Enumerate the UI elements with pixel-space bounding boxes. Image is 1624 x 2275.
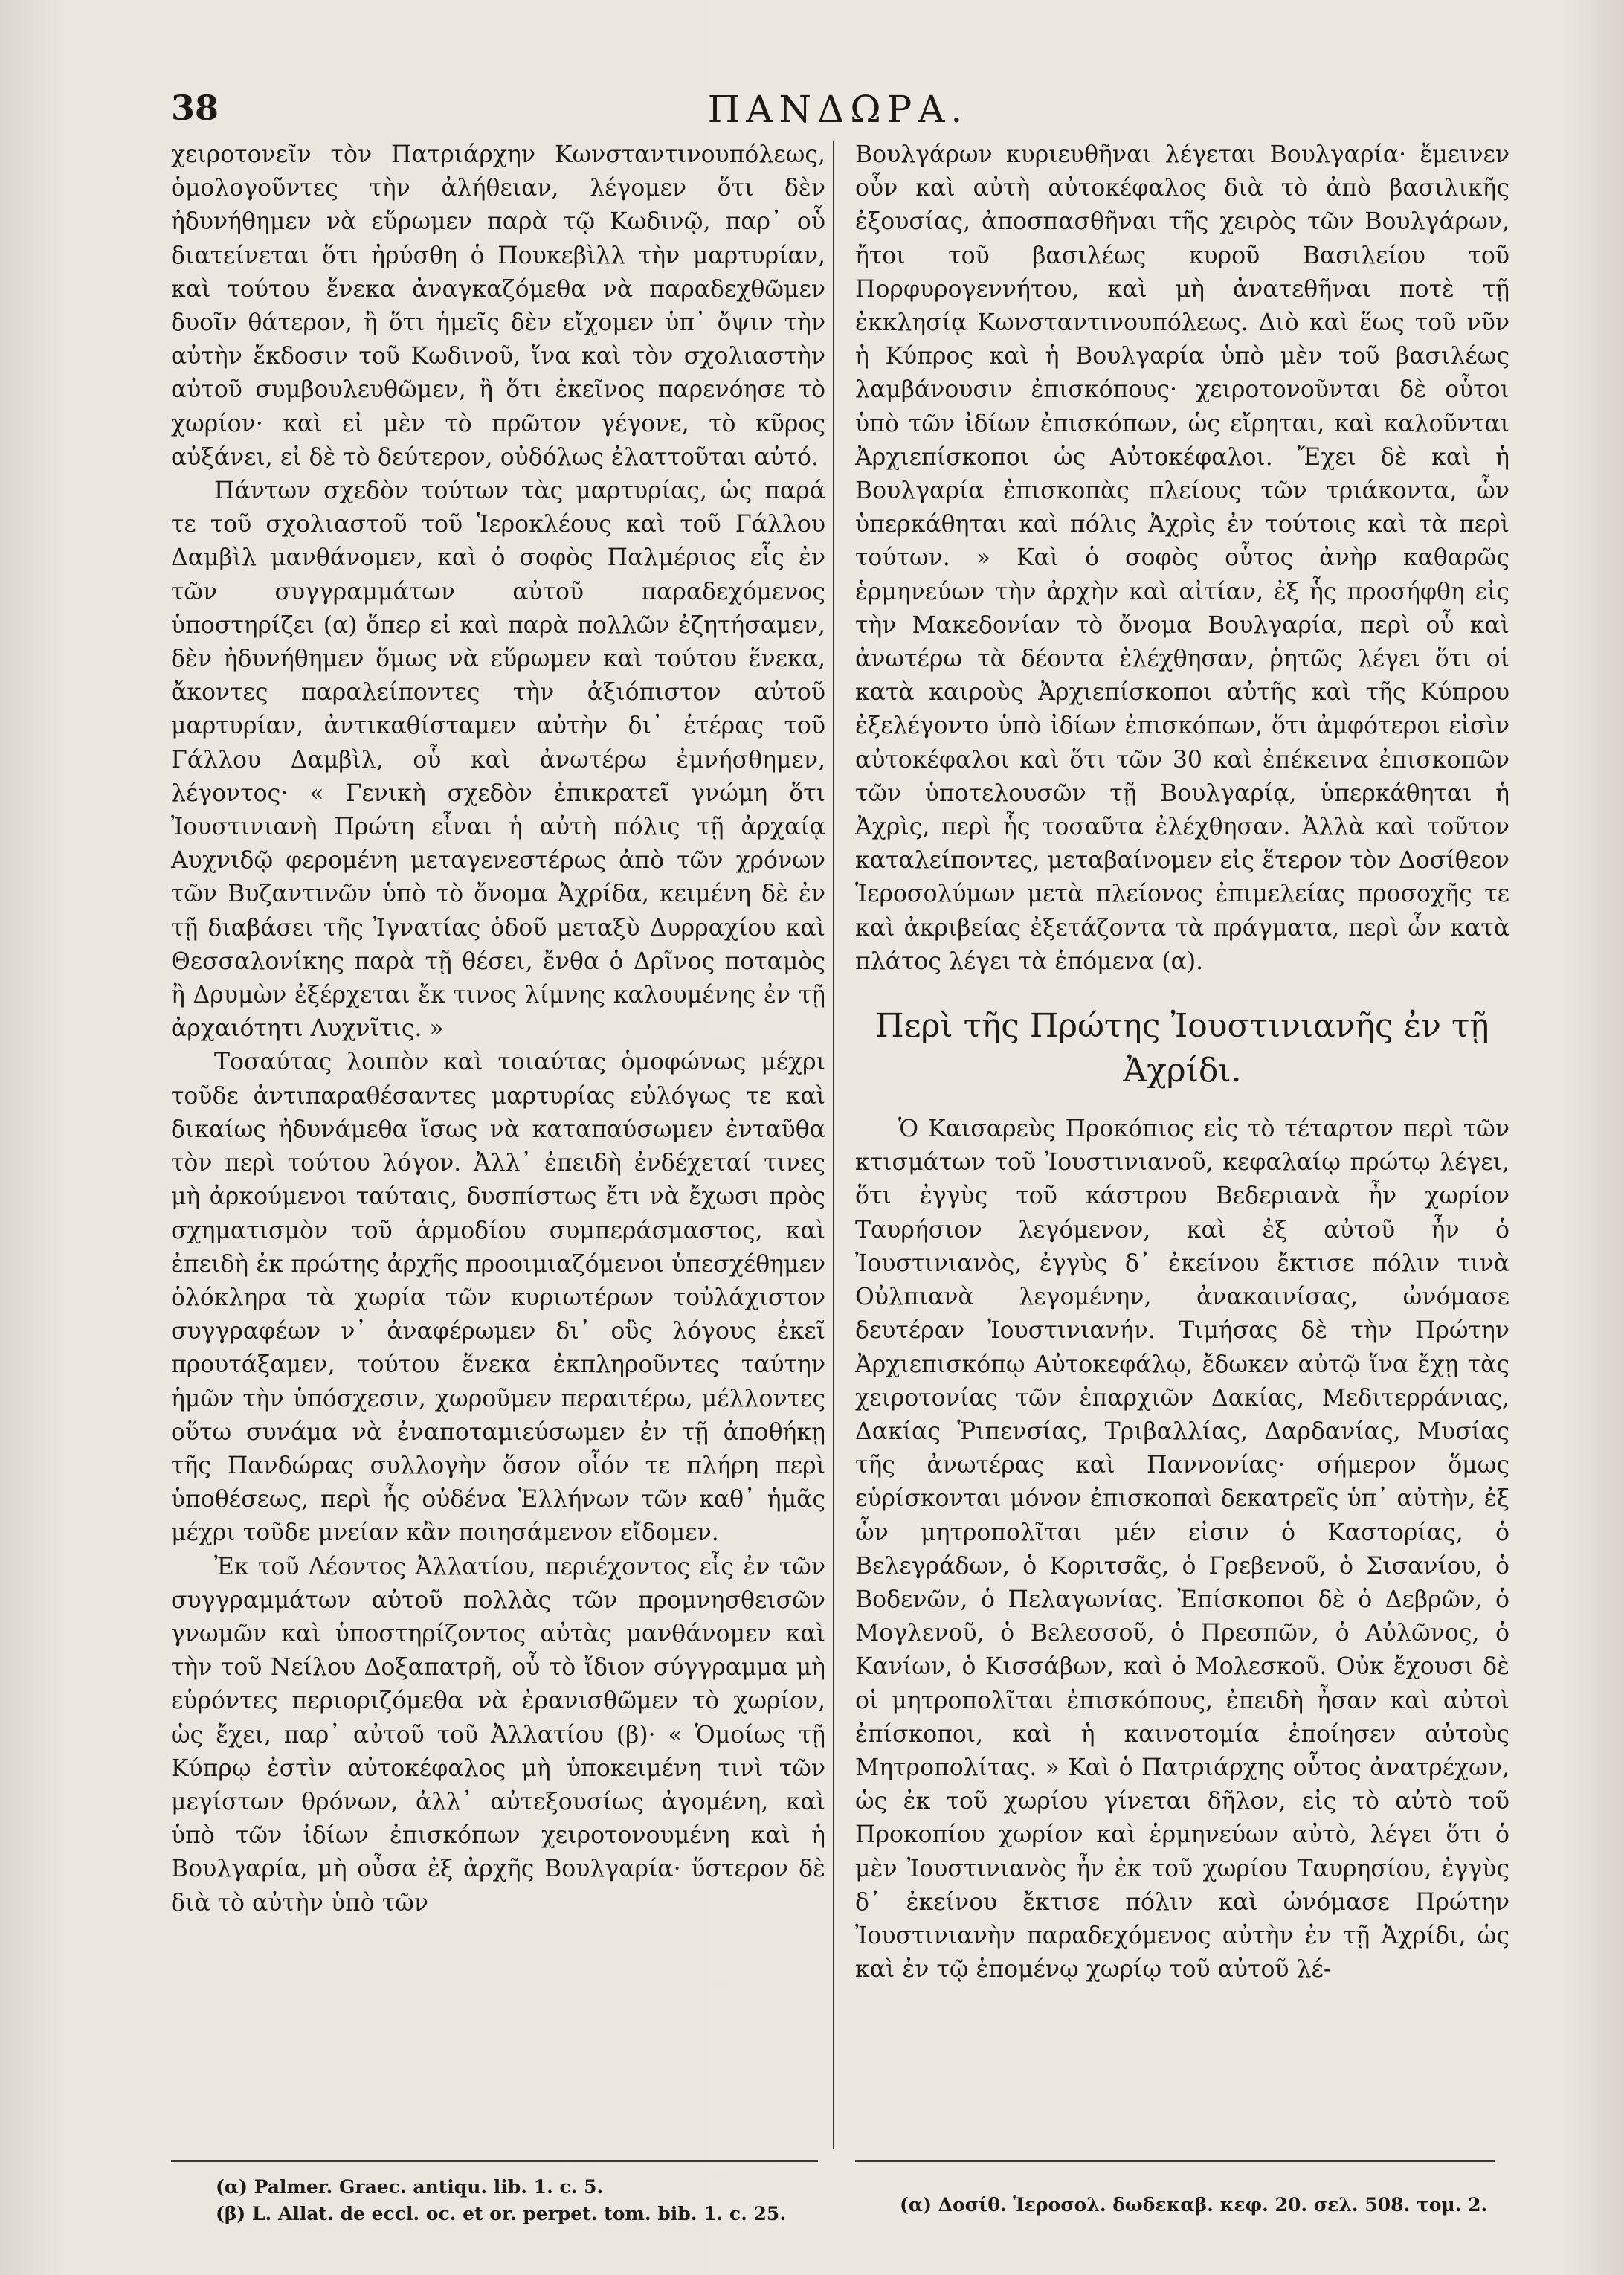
left-column-paragraph: Πάντων σχεδὸν τούτων τὰς μαρτυρίας, ὡς παρά τε τοῦ σχολιαστοῦ τοῦ Ἱεροκλέους καὶ τοῦ Γάλλου Δαμβὶλ μανθάνομεν, καὶ ὁ σοφὸς Παλμέριος εἷς ἐν τῶν συγγραμμάτων αὐτοῦ παραδεχόμενος ὑποστηρίζει (α) ὅπερ εἰ καὶ παρὰ πολλῶν ἐζητήσαμεν, δὲν ἠδυνήθημεν ὅμως νὰ εὕρωμεν καὶ τούτου ἕνεκα, ἄκοντες παραλείποντες τὴν ἀξιόπιστον αὐτοῦ μαρτυρίαν, ἀντικαθίσταμεν αὐτὴν δι᾽ ἑτέρας τοῦ Γάλλου Δαμβὶλ, οὗ καὶ ἀνωτέρω ἐμνήσθημεν, λέγοντος· « Γενικὴ σχεδὸν ἐπικρατεῖ γνώμη ὅτι Ἰουστινιανὴ Πρώτη εἶναι ἡ αὐτὴ πόλις τῇ ἀρχαίᾳ Αυχνιδῷ φερομένη μεταγενεστέρως ἀπὸ τῶν χρόνων τῶν Βυζαντινῶν ὑπὸ τὸ ὄνομα Ἀχρίδα, κειμένη δὲ ἐν τῇ διαβάσει τῆς Ἰγνατίας ὁδοῦ μεταξὺ Δυρραχίου καὶ Θεσσαλονίκης παρὰ τῇ θέσει, ἔνθα ὁ Δρῖνος ποταμὸς ἢ Δρυμὼν ἐξέρχεται ἔκ τινος λίμνης καλουμένης ἐν τῇ ἀρχαιότητι Λυχνῖτις. » — [171, 477, 825, 1043]
footnote: (α) Palmer. Graec. antiqu. lib. 1. c. 5. — [216, 2176, 604, 2198]
section-heading: Περὶ τῆς Πρώτης Ἰουστινιανῆς ἐν τῇ Ἀχρίδι. — [875, 1007, 1489, 1090]
column-divider — [833, 141, 834, 2149]
left-column-paragraph: χειροτονεῖν τὸν Πατριάρχην Κωνσταντινουπόλεως, ὁμολογοῦντες τὴν ἀλήθειαν, λέγομεν ὅτι δὲν ἠδυνήθημεν νὰ εὕρωμεν παρὰ τῷ Κωδινῷ, παρ᾽ οὗ διατείνεται ὅτι ἠρύσθη ὁ Πουκεβὶλλ τὴν μαρτυρίαν, καὶ τούτου ἕνεκα ἀναγκαζόμεθα νὰ παραδεχθῶμεν δυοῖν θάτερον, ἢ ὅτι ἡμεῖς δὲν εἴχομεν ὑπ᾽ ὄψιν τὴν αὐτὴν ἔκδοσιν τοῦ Κωδινοῦ, ἵνα καὶ τὸν σχολιαστὴν αὐτοῦ συμβουλευθῶμεν, ἢ ὅτι ἐκεῖνος παρενόησε τὸ χωρίον· καὶ εἰ μὲν τὸ πρῶτον γέγονε, τὸ κῦρος αὐξάνει, εἰ δὲ τὸ δεύτερον, οὐδόλως ἐλαττοῦται αὐτό. — [171, 141, 825, 471]
left-column-paragraph: Ἐκ τοῦ Λέοντος Ἀλλατίου, περιέχοντος εἷς ἐν τῶν συγγραμμάτων αὐτοῦ πολλὰς τῶν προμνησθεισῶν γνωμῶν καὶ ὑποστηρίζοντος αὐτὰς μανθάνομεν καὶ τὴν τοῦ Νείλου Δοξαπατρῆ, οὗ τὸ ἴδιον σύγγραμμα μὴ εὑρόντες περιοριζόμεθα νὰ ἐρανισθῶμεν τὸ χωρίον, ὡς ἔχει, παρ᾽ αὐτοῦ τοῦ Ἀλλατίου (β)· « Ὁμοίως τῇ Κύπρῳ ἐστὶν αὐτοκέφαλος μὴ ὑποκειμένη τινὶ τῶν μεγίστων θρόνων, ἀλλ᾽ αὐτεξουσίως ἀγομένη, καὶ ὑπὸ τῶν ἰδίων ἐπισκόπων χειροτονουμένη καὶ ἡ Βουλγαρία, μὴ οὖσα ἐξ ἀρχῆς Βουλγαρία· ὕστερον δὲ διὰ τὸ αὐτὴν ὑπὸ τῶν — [171, 1553, 825, 1917]
footnotes-left — [171, 2160, 818, 2227]
footnotes-right — [855, 2160, 1495, 2218]
running-title: ΠΑΝΔΩΡΑ. — [707, 88, 969, 131]
left-column-paragraph: Τοσαύτας λοιπὸν καὶ τοιαύτας ὁμοφώνως μέχρι τοῦδε ἀντιπαραθέσαντες μαρτυρίας εὐλόγως τε καὶ δικαίως ἠδυνάμεθα ἴσως νὰ καταπαύσωμεν ἐνταῦθα τὸν περὶ τούτου λόγον. Ἀλλ᾽ ἐπειδὴ ἐνδέχεταί τινες μὴ ἀρκούμενοι ταύταις, δυσπίστως ἔτι νὰ ἔχωσι πρὸς σχηματισμὸν τοῦ ἁρμοδίου συμπεράσμαστος, καὶ ἐπειδὴ ἐκ πρώτης ἀρχῆς προοιμιαζόμενοι ὑπεσχέθημεν ὁλόκληρα τὰ χωρία τῶν κυριωτέρων τοὐλάχιστον συγγραφέων ν᾽ ἀναφέρωμεν δι᾽ οὓς λόγους ἐκεῖ προυτάξαμεν, τούτου ἕνεκα ἐκπληροῦντες ταύτην ἡμῶν τὴν ὑπόσχεσιν, χωροῦμεν περαιτέρω, μέλλοντες οὕτω συνάμα νὰ ἐναποταμιεύσωμεν ἐν τῇ ἀποθήκῃ τῆς Πανδώρας συλλογὴν ὅσον οἷόν τε πλήρη περὶ ὑποθέσεως, περὶ ἧς οὐδένα Ἑλλήνων τῶν καθ᾽ ἡμᾶς μέχρι τοῦδε μνείαν κἂν ποιησάμενον εἴδομεν. — [171, 1049, 825, 1547]
left-column — [171, 138, 825, 1920]
right-column — [855, 138, 1509, 1986]
right-column-paragraph: Ὁ Καισαρεὺς Προκόπιος εἰς τὸ τέταρτον περὶ τῶν κτισμάτων τοῦ Ἰουστινιανοῦ, κεφαλαίῳ πρώτῳ λέγει, ὅτι ἐγγὺς τοῦ κάστρου Βεδεριανὰ ἦν χωρίον Ταυρήσιον λεγόμενον, καὶ ἐξ αὐτοῦ ἦν ὁ Ἰουστινιανὸς, ἐγγὺς δ᾽ ἐκείνου ἔκτισε πόλιν τινὰ Οὐλπιανὰ λεγομένην, ἀνακαινίσας, ὠνόμασε δευτέραν Ἰουστινιανήν. Τιμήσας δὲ τὴν Πρώτην Ἀρχιεπισκόπῳ Αὐτοκεφάλῳ, ἔδωκεν αὐτῷ ἵνα ἔχῃ τὰς χειροτονίας τῶν ἐπαρχιῶν Δακίας, Μεδιτερράνιας, Δακίας Ῥιπενσίας, Τριβαλλίας, Δαρδανίας, Μυσίας τῆς ἀνωτέρας καὶ Παννονίας· σήμερον ὅμως εὑρίσκονται μόνον ἐπισκοπαὶ δεκατρεῖς ὑπ᾽ αὐτὴν, ἐξ ὧν μητροπολῖται μέν εἰσιν ὁ Καστορίας, ὁ Βελεγράδων, ὁ Κοριτσᾶς, ὁ Γρεβενοῦ, ὁ Σισανίου, ὁ Βοδενῶν, ὁ Πελαγωνίας. Ἐπίσκοποι δὲ ὁ Δεβρῶν, ὁ Μογλενοῦ, ὁ Βελεσσοῦ, ὁ Πρεσπῶν, ὁ Αὐλῶνος, ὁ Κανίων, ὁ Κισσάβων, καὶ ὁ Μολεσκοῦ. Οὐκ ἔχουσι δὲ οἱ μητροπολῖται ἐπισκόπους, ἐπειδὴ ἦσαν καὶ αὐτοὶ ἐπίσκοποι, καὶ ἡ καινοτομία ἐποίησεν αὐτοὺς Μητροπολίτας. » Καὶ ὁ Πατριάρχης οὗτος ἀνατρέχων, ὡς ἐκ τοῦ χωρίου γίνεται δῆλον, εἰς τὸ αὐτὸ τοῦ Προκοπίου χωρίον καὶ ἑρμηνεύων αὐτὸ, λέγει ὅτι ὁ μὲν Ἰουστινιανὸς ἦν ἐκ τοῦ χωρίου Ταυρησίου, ἐγγὺς δ᾽ ἐκείνου ἔκτισε πόλιν καὶ ὠνόμασε Πρώτην Ἰουστινιανὴν παραδεχόμενος αὐτὴν ἐν τῇ Ἀχρίδι, ὡς καὶ ἐν τῷ ἑπομένῳ χωρίῳ τοῦ αὐτοῦ λέ- — [855, 1116, 1509, 1983]
right-column-paragraph: Βουλγάρων κυριευθῆναι λέγεται Βουλγαρία· ἔμεινεν οὖν καὶ αὐτὴ αὐτοκέφαλος διὰ τὸ ἀπὸ βασιλικῆς ἐξουσίας, ἀποσπασθῆναι τῆς χειρὸς τῶν Βουλγάρων, ἤτοι τοῦ βασιλέως κυροῦ Βασιλείου τοῦ Πορφυρογεννήτου, καὶ μὴ ἀνατεθῆναι ποτὲ τῇ ἐκκλησίᾳ Κωνσταντινουπόλεως. Διὸ καὶ ἕως τοῦ νῦν ἡ Κύπρος καὶ ἡ Βουλγαρία ὑπὸ μὲν τοῦ βασιλέως λαμβάνουσιν ἐπισκόπους· χειροτονοῦνται δὲ οὗτοι ὑπὸ τῶν ἰδίων ἐπισκόπων, ὡς εἴρηται, καὶ καλοῦνται Ἀρχιεπίσκοποι ὡς Αὐτοκέφαλοι. Ἔχει δὲ καὶ ἡ Βουλγαρία ἐπισκοπὰς πλείους τῶν τριάκοντα, ὧν ὑπερκάθηται καὶ πόλις Ἀχρὶς ἐν τούτοις καὶ τὰ περὶ τούτων. » Καὶ ὁ σοφὸς οὗτος ἀνὴρ καθαρῶς ἑρμηνεύων τὴν ἀρχὴν καὶ αἰτίαν, ἐξ ἧς προσήφθη εἰς τὴν Μακεδονίαν τὸ ὄνομα Βουλγαρία, περὶ οὗ καὶ ἀνωτέρω τὰ δέοντα ἐλέχθησαν, ῥητῶς λέγει ὅτι οἱ κατὰ καιροὺς Ἀρχιεπίσκοποι αὐτῆς καὶ τῆς Κύπρου ἐξελέγοντο ὑπὸ ἰδίων ἐπισκόπων, ὅτι ἀμφότεροι εἰσὶν αὐτοκέφαλοι καὶ ὅτι τῶν 30 καὶ ἐπέκεινα ἐπισκοπῶν τῶν ὑποτελουσῶν τῇ Βουλγαρίᾳ, ὑπερκάθηται ἡ Ἀχρὶς, περὶ ἧς τοσαῦτα ἐλέχθησαν. Ἀλλὰ καὶ τοῦτον καταλείποντες, μεταβαίνομεν εἰς ἕτερον τὸν Δοσίθεον Ἱεροσολύμων μετὰ πλείονος ἐπιμελείας προσοχῆς τε καὶ ἀκριβείας ἐξετάζοντα τὰ πράγματα, περὶ ὧν κατὰ πλάτος λέγει τὰ ἑπόμενα (α). — [855, 141, 1509, 975]
footnote: (β) L. Allat. de eccl. oc. et or. perpet. tom. bib. 1. c. 25. — [216, 2203, 787, 2224]
page-header — [164, 88, 1512, 132]
page-number: 38 — [171, 88, 219, 128]
footnote: (α) Δοσίθ. Ἱεροσολ. δωδεκαβ. κεφ. 20. σελ. 508. τομ. 2. — [900, 2194, 1488, 2216]
